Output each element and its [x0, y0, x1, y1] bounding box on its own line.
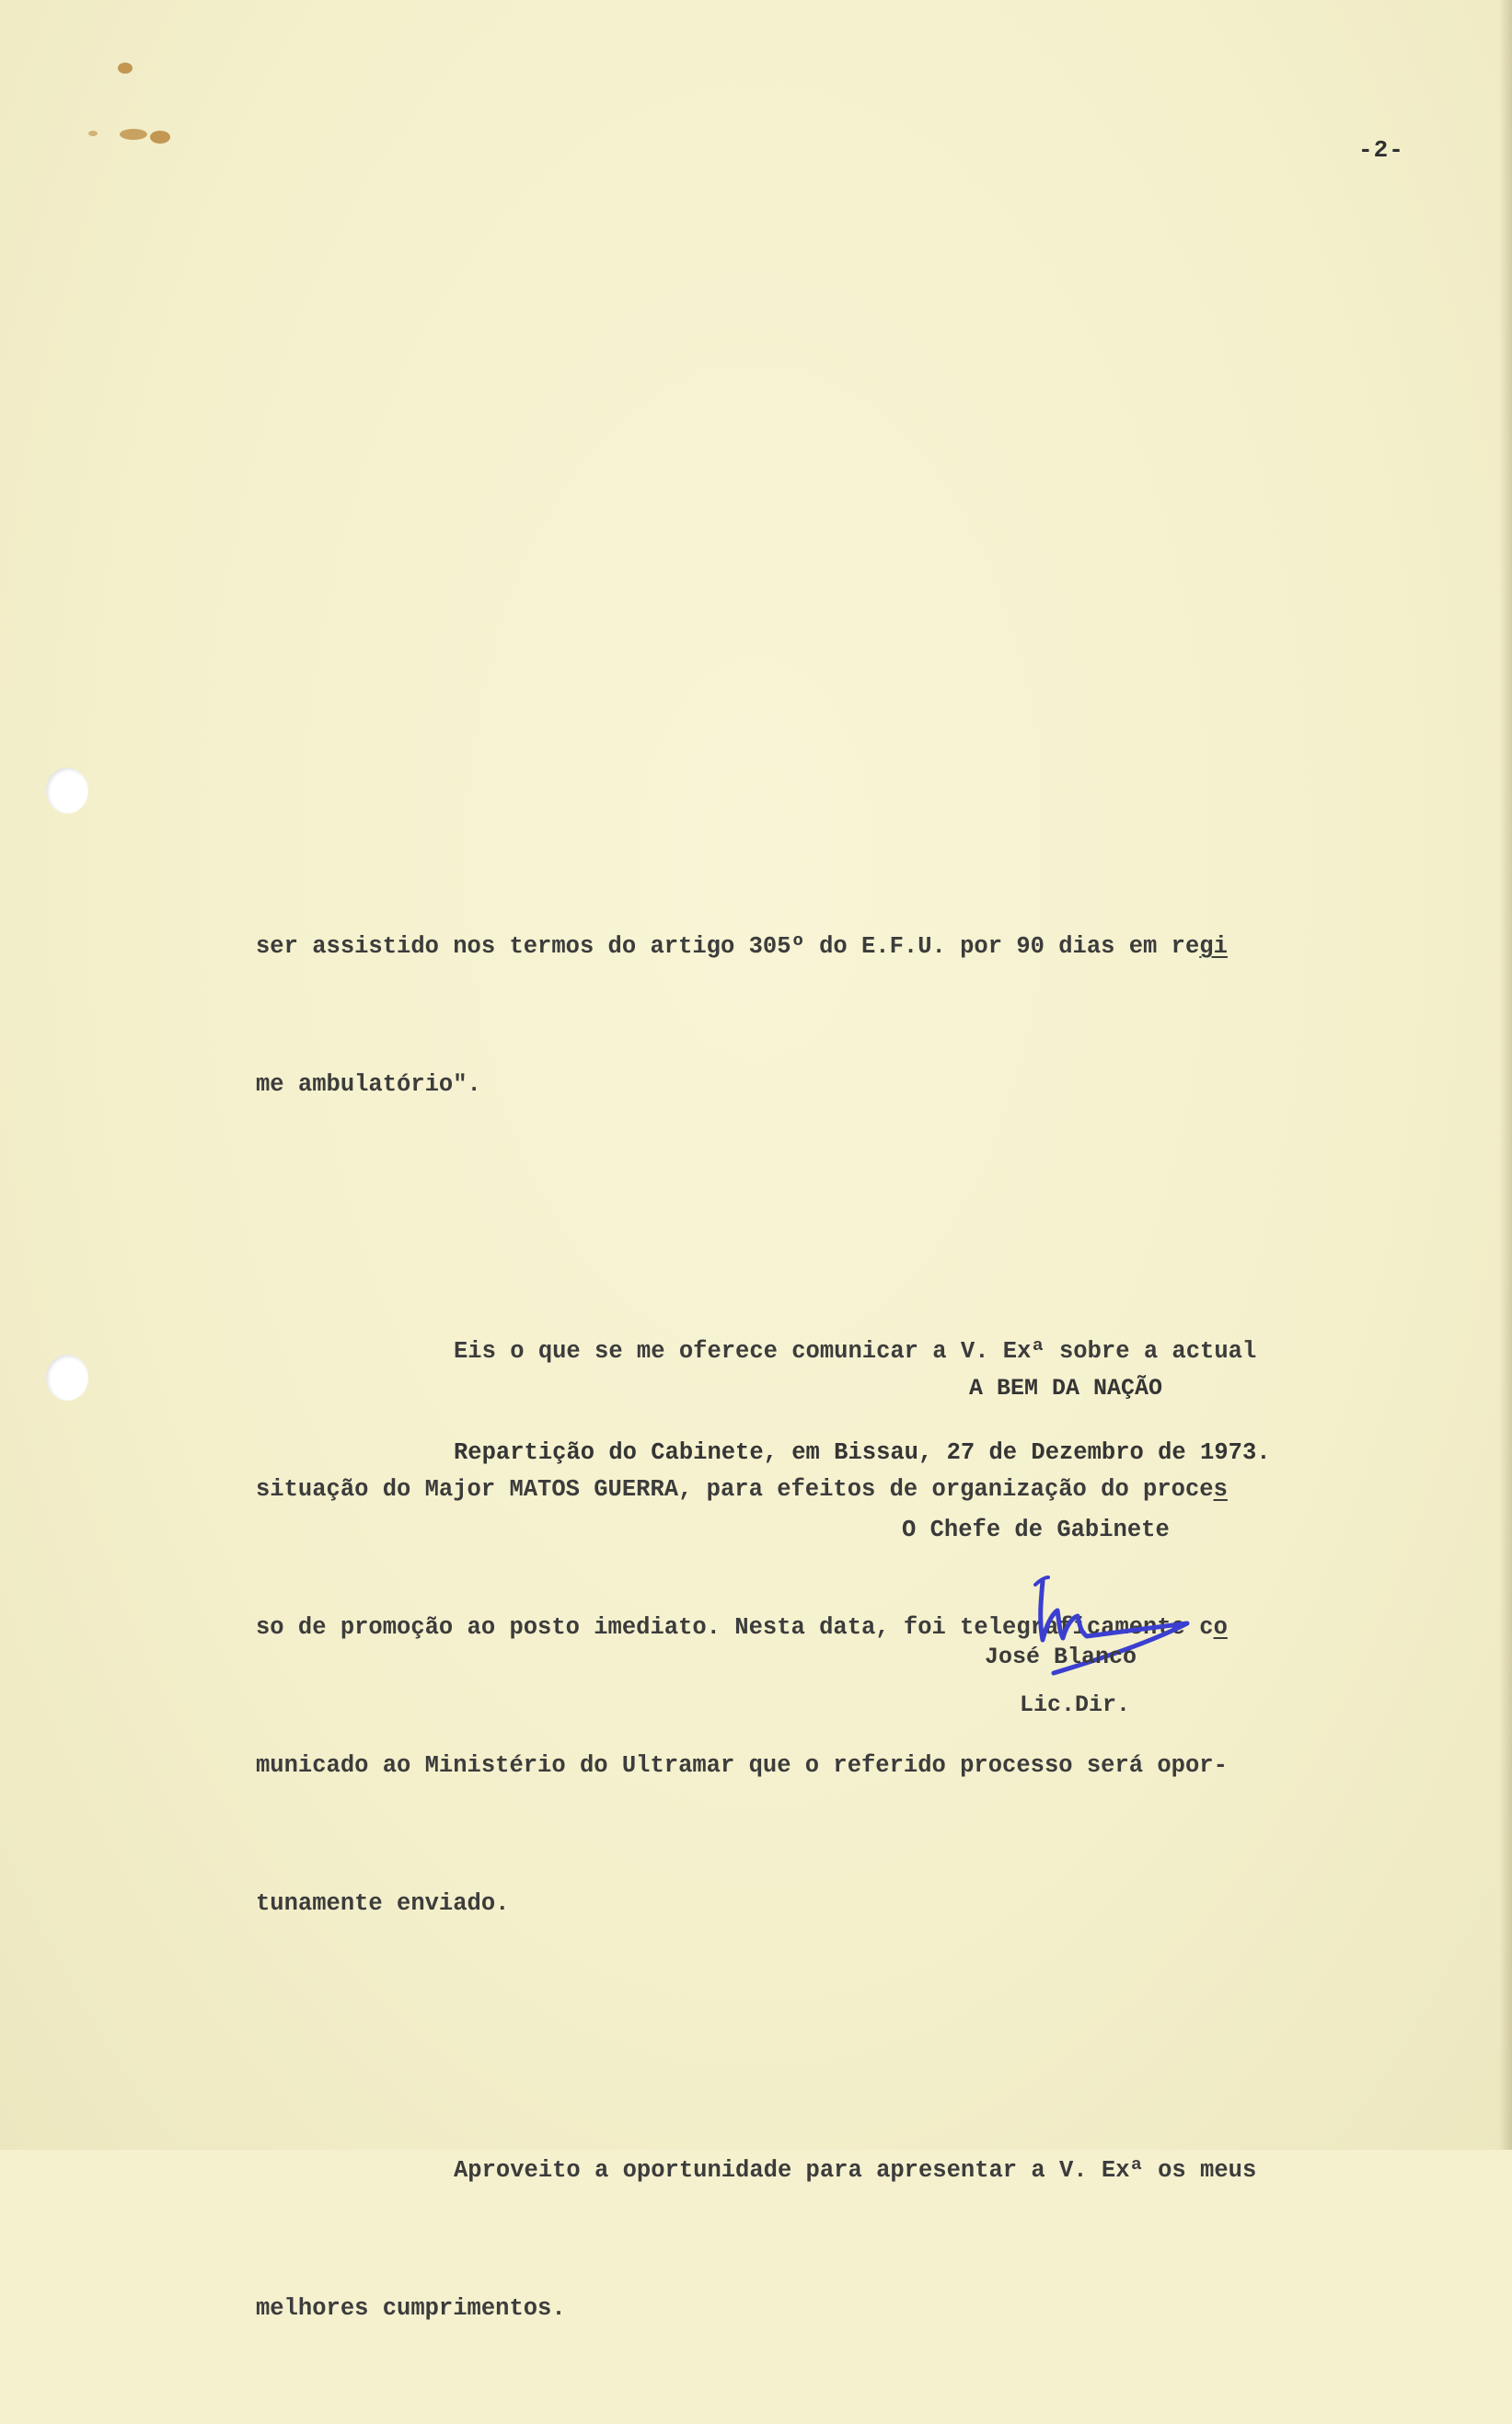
text-segment: situação do Major MATOS GUERRA, para efeitos de organização do proce [256, 1476, 1214, 1503]
paragraph-1-line-2: me ambulatório". [256, 1071, 481, 1098]
paragraph-gap [256, 1200, 1417, 1237]
text-segment: so de promoção ao posto imediato. Nesta data, foi telegraficamente c [256, 1614, 1214, 1641]
punch-hole-bottom [46, 1355, 88, 1401]
signatory-name: José Blanco [985, 1644, 1137, 1670]
place-and-date: Repartição do Cabinete, em Bissau, 27 de Dezembro de 1973. [454, 1439, 1271, 1466]
paragraph-2-line-4: municado ao Ministério do Ultramar que o referido processo será opor- [256, 1752, 1228, 1779]
paragraph-1-line-1 [256, 924, 1417, 970]
punch-hole-top [46, 768, 88, 814]
signatory-role: O Chefe de Gabinete [902, 1517, 1170, 1543]
page-number: -2- [1358, 136, 1404, 164]
letter-body [256, 832, 1417, 2424]
rust-stain [150, 131, 170, 144]
paragraph-2-line-2 [256, 1467, 1417, 1513]
signatory-title: Lic.Dir. [1020, 1691, 1131, 1718]
paragraph-3-line-2: melhores cumprimentos. [256, 2295, 566, 2322]
underlined-segment: s [1213, 1476, 1228, 1503]
paragraph-2-line-1: Eis o que se me oferece comunicar a V. Exª sobre a actual [454, 1338, 1257, 1365]
closing-salutation: A BEM DA NAÇÃO [969, 1375, 1163, 1402]
paragraph-2-line-3 [256, 1605, 1417, 1651]
underlined-segment: o [1213, 1614, 1228, 1641]
rust-stain [120, 129, 147, 140]
text-segment: ser assistido nos termos do artigo 305º do E.F.U. por 90 dias em re [256, 933, 1200, 960]
rust-stain [88, 131, 98, 136]
paragraph-gap [256, 2019, 1417, 2056]
paragraph-3-line-1: Aproveito a oportunidade para apresentar a V. Exª os meus [454, 2157, 1257, 2184]
rust-stain [118, 63, 133, 74]
paragraph-2-line-5: tunamente enviado. [256, 1890, 510, 1917]
underlined-segment: gi [1199, 933, 1228, 960]
page-edge-shadow [1499, 0, 1512, 2150]
